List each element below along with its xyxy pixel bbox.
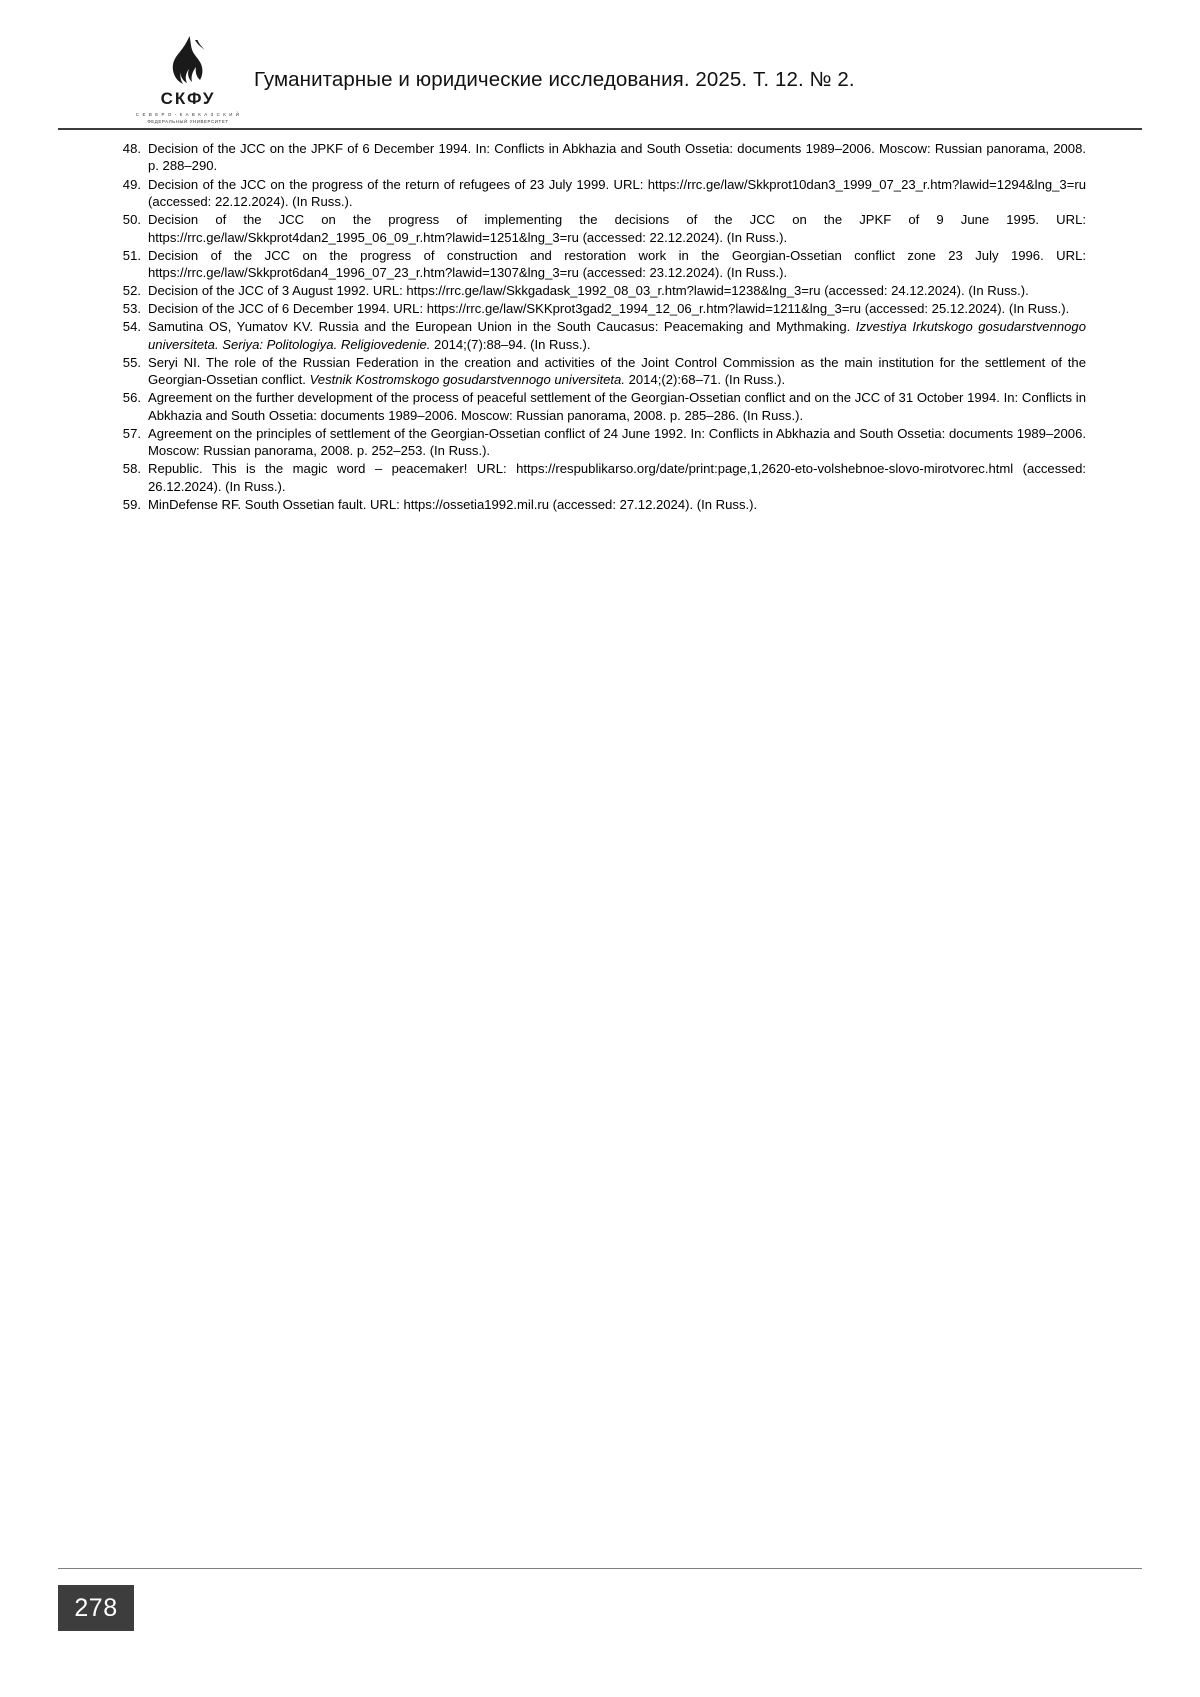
reference-number: 59.	[122, 496, 141, 512]
reference-item	[118, 354, 1086, 389]
reference-item	[118, 300, 1086, 317]
reference-number: 49.	[122, 176, 141, 192]
reference-text	[148, 300, 1086, 317]
logo-wordmark: СКФУ	[160, 89, 216, 108]
reference-number: 52.	[122, 283, 141, 299]
reference-item	[118, 247, 1086, 282]
reference-number: 56.	[122, 390, 141, 406]
reference-text	[148, 211, 1086, 246]
reference-text-segment: Decision of the JCC on the progress of implementing the decisions of the JCC on the JPKF of 9 June 1995. URL: https://rrc.ge/law/Skkprot4dan2_1995_06_09_r.htm?lawid=1251&lng_3=ru (accessed: 22.12.2024). (In Russ.).	[148, 212, 1086, 245]
reference-text	[148, 389, 1086, 424]
reference-text	[148, 460, 1086, 495]
reference-item	[118, 282, 1086, 299]
reference-number: 50.	[122, 212, 141, 228]
reference-text-segment: Decision of the JCC on the JPKF of 6 December 1994. In: Conflicts in Abkhazia and South Ossetia: documents 1989–2006. Moscow: Russian panorama, 2008. p. 288–290.	[148, 141, 1086, 174]
reference-number: 53.	[122, 301, 141, 317]
reference-source-italic: Izvestiya Irkutskogo gosudarstvennogo universiteta. Seriya: Politologiya. Religiovedenie.	[148, 319, 1086, 352]
references-list	[118, 140, 1086, 514]
reference-number: 58.	[122, 461, 141, 477]
reference-text-segment: Decision of the JCC of 6 December 1994. URL: https://rrc.ge/law/SKKprot3gad2_1994_12_06_r.htm?lawid=1211&lng_3=ru (accessed: 25.12.2024). (In Russ.).	[148, 301, 1070, 317]
reference-number: 54.	[122, 319, 141, 335]
reference-item	[118, 318, 1086, 353]
reference-text-segment: Agreement on the principles of settlement of the Georgian-Ossetian conflict of 24 June 1992. In: Conflicts in Abkhazia and South Ossetia: documents 1989–2006. Moscow: Russian panorama, 2008. p. 252–253. (In Russ.).	[148, 425, 1086, 459]
reference-text-segment: Decision of the JCC on the progress of construction and restoration work in the Georgian-Ossetian conflict zone 23 July 1996. URL: https://rrc.ge/law/Skkprot6dan4_1996_07_23_r.htm?lawid=1307&lng_3=ru (accessed: 23.12.2024). (In Russ.).	[148, 247, 1086, 281]
reference-number: 57.	[122, 425, 141, 441]
reference-item	[118, 389, 1086, 424]
reference-text-segment: MinDefense RF. South Ossetian fault. URL: https://ossetia1992.mil.ru (accessed: 27.12.2024). (In Russ.).	[148, 496, 758, 512]
reference-item	[118, 176, 1086, 211]
logo-subtitle-line1: С Е В Е Р О - К А В К А З С К И Й	[135, 112, 241, 117]
page-header	[0, 28, 1200, 124]
reference-item	[118, 460, 1086, 495]
reference-text	[148, 176, 1086, 211]
reference-text-segment: Agreement on the further development of the process of peaceful settlement of the Georgian-Ossetian conflict and on the JCC of 31 October 1994. In: Conflicts in Abkhazia and South Ossetia: documents 1989–2006. Moscow: Russian panorama, 2008. p. 285–286. (In Russ.).	[148, 390, 1086, 423]
reference-text-segment: Samutina OS, Yumatov KV. Russia and the European Union in the South Caucasus: Peacemaking and Mythmaking.	[148, 319, 856, 335]
reference-text	[148, 140, 1086, 175]
reference-item	[118, 140, 1086, 175]
reference-text-segment: Republic. This is the magic word – peacemaker! URL: https://respublikarso.org/date/print:page,1,2620-eto-volshebnoe-slovo-mirotvorec.html (accessed: 26.12.2024). (In Russ.).	[148, 461, 1086, 494]
logo-subtitle-line2: ФЕДЕРАЛЬНЫЙ УНИВЕРСИТЕТ	[147, 118, 229, 124]
reference-item	[118, 496, 1086, 513]
page-number: 278	[58, 1585, 134, 1631]
reference-text-segment: Decision of the JCC on the progress of the return of refugees of 23 July 1999. URL: https://rrc.ge/law/Skkprot10dan3_1999_07_23_r.htm?lawid=1294&lng_3=ru (accessed: 22.12.2024). (In Russ.).	[148, 176, 1086, 209]
header-divider	[58, 128, 1142, 130]
reference-text	[148, 496, 1086, 513]
reference-text-segment: 2014;(2):68–71. (In Russ.).	[624, 372, 786, 388]
reference-number: 51.	[122, 247, 141, 263]
reference-source-italic: Vestnik Kostromskogo gosudarstvennogo universiteta.	[309, 372, 625, 388]
reference-number: 48.	[122, 141, 141, 156]
university-logo	[128, 34, 248, 124]
reference-number: 55.	[122, 354, 141, 370]
reference-text-segment: Decision of the JCC of 3 August 1992. URL: https://rrc.ge/law/Skkgadask_1992_08_03_r.htm?lawid=1238&lng_3=ru (accessed: 24.12.2024). (In Russ.).	[148, 283, 1029, 299]
reference-item	[118, 211, 1086, 246]
journal-title: Гуманитарные и юридические исследования. 2025. Т. 12. № 2.	[254, 68, 855, 91]
reference-item	[118, 425, 1086, 460]
reference-text	[148, 282, 1086, 299]
reference-text	[148, 425, 1086, 460]
footer-divider	[58, 1568, 1142, 1569]
flame-logo-icon	[128, 34, 248, 93]
reference-text-segment: Seryi NI. The role of the Russian Federation in the creation and activities of the Joint Control Commission as the main institution for the settlement of the Georgian-Ossetian conflict.	[148, 354, 1086, 388]
reference-text	[148, 247, 1086, 282]
reference-text	[148, 318, 1086, 353]
reference-text-segment: 2014;(7):88–94. (In Russ.).	[430, 336, 591, 352]
reference-text	[148, 354, 1086, 389]
